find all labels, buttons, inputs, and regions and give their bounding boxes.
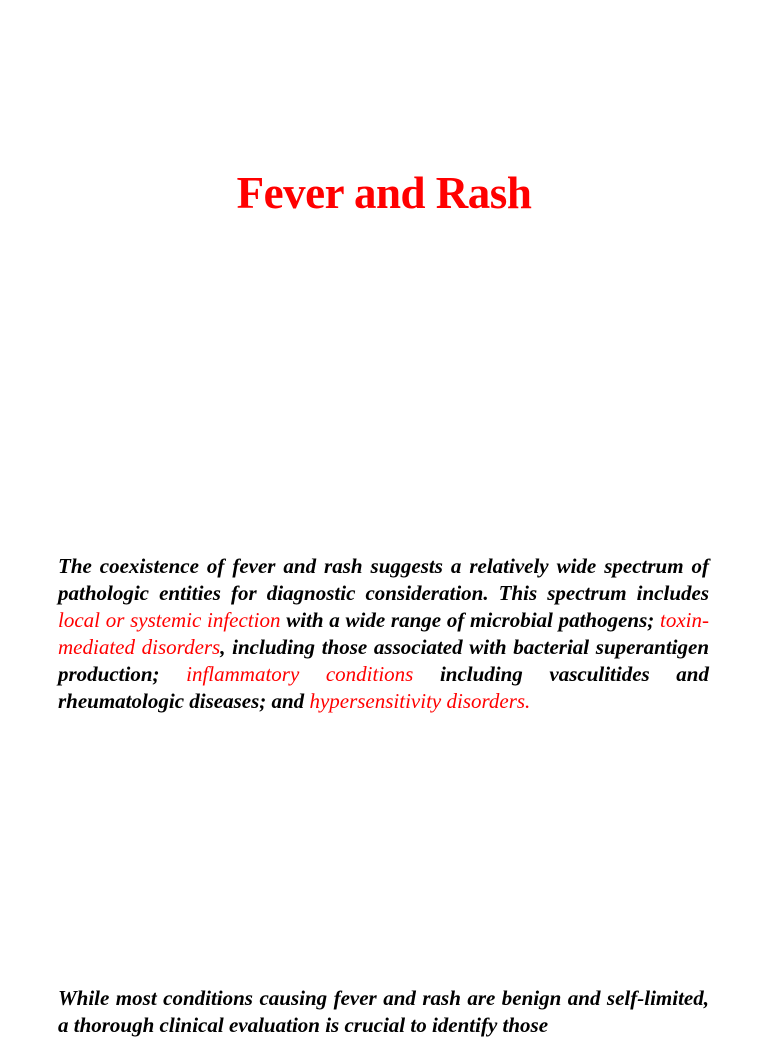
paragraph-second — [58, 985, 709, 1039]
highlight-hypersensitivity: hypersensitivity disorders. — [309, 689, 531, 713]
paragraph-text: , including those associated with bacterial superantigen production; — [58, 635, 709, 686]
paragraph-text: including vasculitides and rheumatologic diseases; and — [58, 662, 709, 713]
paragraph-intro — [58, 553, 709, 715]
paragraph-text: with a wide range of microbial pathogens; — [280, 608, 661, 632]
highlight-toxin-mediated: toxin-mediated disorders — [58, 608, 709, 659]
page-title: Fever and Rash — [236, 168, 532, 218]
paragraph-text: While most conditions causing fever and rash are benign and self-limited, a thorough clinical evaluation is crucial to identify those — [58, 986, 709, 1037]
highlight-infection: local or systemic infection — [58, 608, 281, 632]
highlight-inflammatory: inflammatory conditions — [186, 662, 414, 686]
paragraph-text: The coexistence of fever and rash suggests a relatively wide spectrum of pathologic entities for diagnostic consideration. This spectrum includes — [58, 554, 709, 605]
